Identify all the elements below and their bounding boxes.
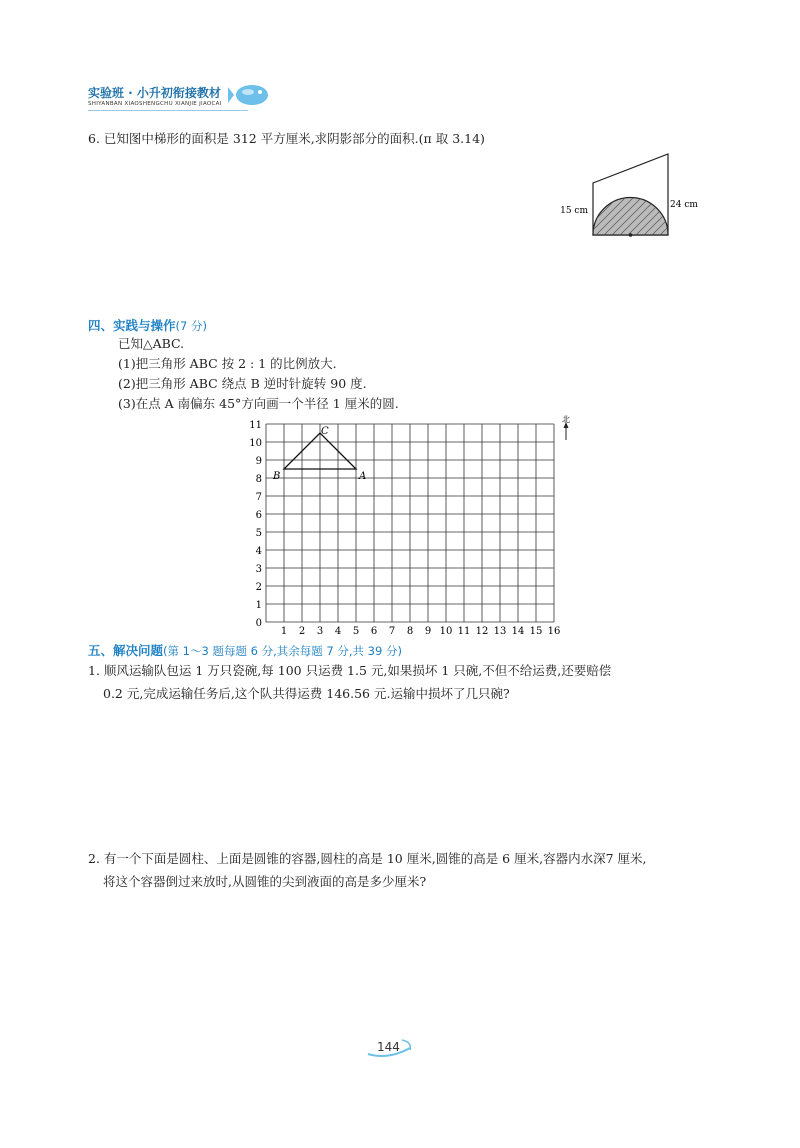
- y-tick-label: 9: [255, 456, 262, 467]
- question-6-text: 6. 已知图中梯形的面积是 312 平方厘米,求阴影部分的面积.(π 取 3.14): [88, 131, 485, 146]
- coordinate-grid: [230, 415, 570, 638]
- y-tick-label: 7: [255, 492, 262, 503]
- x-tick-label: 3: [316, 626, 324, 637]
- problem-1-line-2: 0.2 元,完成运输任务后,这个队共得运费 146.56 元.运输中损坏了几只碗?: [103, 686, 510, 701]
- section-5-title: 五、解决问题(第 1～3 题每题 6 分,其余每题 7 分,共 39 分): [88, 643, 402, 658]
- problem-1-line-1: 1. 顺风运输队包运 1 万只瓷碗,每 100 只运费 1.5 元,如果损坏 1 只碗,不但不给运费,还要赔偿: [88, 663, 612, 678]
- y-tick-label: 11: [249, 420, 262, 431]
- problem-2-line-2: 将这个容器倒过来放时,从圆锥的尖到液面的高是多少厘米?: [103, 874, 427, 889]
- y-tick-label: 8: [255, 474, 262, 485]
- page-number-swirl-icon: [364, 1034, 416, 1060]
- x-tick-label: 13: [493, 626, 507, 637]
- x-tick-label: 12: [475, 626, 489, 637]
- y-tick-label: 0: [255, 618, 262, 629]
- center-dot: [629, 233, 633, 237]
- x-tick-label: 10: [439, 626, 453, 637]
- point-label-a: A: [359, 471, 367, 482]
- header-subtitle: SHIYANBAN XIAOSHENGCHU XIANJIE JIAOCAI: [88, 101, 222, 107]
- x-tick-label: 16: [547, 626, 561, 637]
- point-label-b: B: [273, 471, 281, 482]
- right-height-label: 24 cm: [670, 200, 698, 210]
- header-title: 实验班 · 小升初衔接教材: [88, 86, 221, 100]
- point-label-c: C: [321, 426, 329, 437]
- y-tick-label: 5: [255, 528, 262, 539]
- y-tick-label: 3: [255, 564, 262, 575]
- x-tick-label: 2: [298, 626, 306, 637]
- y-tick-label: 1: [255, 600, 262, 611]
- section-4-item-1: (1)把三角形 ABC 按 2 : 1 的比例放大.: [118, 356, 337, 371]
- x-tick-label: 9: [424, 626, 432, 637]
- x-tick-label: 8: [406, 626, 414, 637]
- problem-2-line-1: 2. 有一个下面是圆柱、上面是圆锥的容器,圆柱的高是 10 厘米,圆锥的高是 6 厘米,容器内水深7 厘米,: [88, 851, 647, 866]
- y-tick-label: 4: [255, 546, 262, 557]
- section-4-item-3: (3)在点 A 南偏东 45°方向画一个半径 1 厘米的圆.: [118, 396, 399, 411]
- trapezoid-figure: [560, 145, 700, 245]
- section-4-intro: 已知△ABC.: [118, 336, 185, 351]
- x-tick-label: 4: [334, 626, 342, 637]
- y-tick-label: 10: [249, 438, 262, 449]
- fish-logo-icon: [228, 80, 274, 110]
- x-tick-label: 14: [511, 626, 525, 637]
- x-tick-label: 11: [457, 626, 471, 637]
- x-tick-label: 5: [352, 626, 360, 637]
- y-tick-label: 2: [255, 582, 262, 593]
- x-tick-label: 15: [529, 626, 543, 637]
- x-tick-label: 7: [388, 626, 396, 637]
- page-number: 144: [377, 1040, 400, 1054]
- header-underline: [88, 110, 248, 111]
- left-height-label: 15 cm: [560, 206, 588, 216]
- north-label: 北: [562, 415, 570, 424]
- y-tick-label: 6: [255, 510, 262, 521]
- x-tick-label: 1: [280, 626, 288, 637]
- section-4-item-2: (2)把三角形 ABC 绕点 B 逆时针旋转 90 度.: [118, 376, 367, 391]
- section-4-title: 四、实践与操作(7 分): [88, 318, 207, 333]
- x-tick-label: 6: [370, 626, 378, 637]
